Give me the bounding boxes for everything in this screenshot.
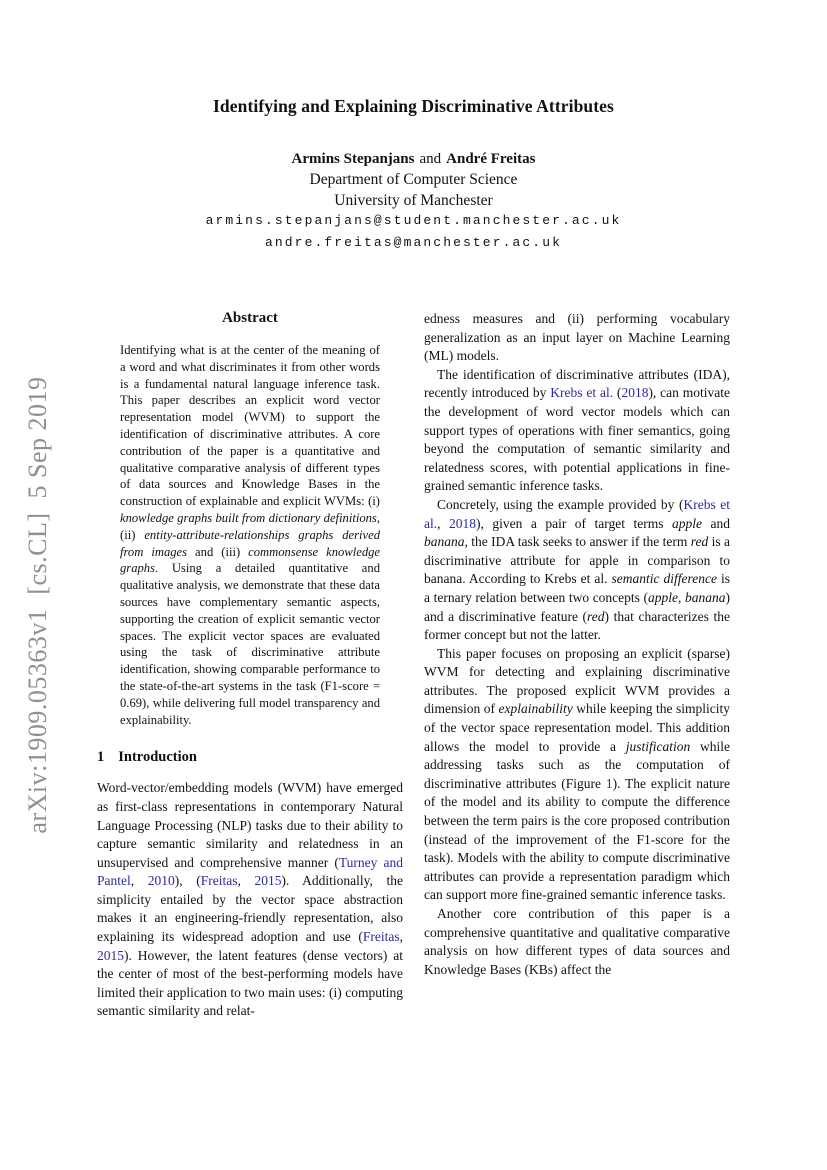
italic-term: explainability [498, 701, 573, 717]
text-run: while addressing tasks such as the computation of discriminative attributes (Figure [424, 738, 730, 791]
text-run: is a ternary relation between two concepts ( [424, 571, 730, 605]
email-author-1: armins.stepanjans@student.manchester.ac.uk [205, 213, 622, 228]
italic-term: banana [424, 534, 465, 550]
text-run: , the IDA task seeks to answer if the term [464, 534, 691, 550]
text-run: Another core contribution of this paper is a comprehensive quantitative and qualitative comparative analysis on how different types of data sources and Knowledge Bases (KBs) affect the [424, 906, 730, 977]
text-run: , [130, 873, 148, 889]
author-name-2: André Freitas [446, 151, 536, 167]
citation-link[interactable]: Freitas [362, 929, 400, 945]
italic-term: banana [685, 589, 726, 605]
text-run: ), can motivate the development of word vector models which can support types of operations with finer semantics, going beyond the computation of semantic similarity and relatedness scores, with potential applications in fine-grained semantic inference tasks. [424, 385, 730, 494]
email-author-2: andre.freitas@manchester.ac.uk [264, 235, 563, 250]
text-run: ), ( [174, 873, 201, 889]
paper-header [0, 96, 827, 254]
italic-term: entity-attribute-relationships graphs derived from images [120, 527, 380, 559]
affiliation-department: Department of Computer Science [309, 171, 518, 188]
italic-term: knowledge graphs built from dictionary definitions [120, 510, 377, 525]
text-run: , [437, 515, 449, 531]
citation-link[interactable]: Turney and Pantel [97, 854, 403, 889]
body-paragraph [424, 905, 730, 979]
text-run: , [399, 929, 403, 945]
text-run: ), given a pair of target terms [476, 515, 673, 531]
text-run: Concretely, using the example provided by ( [437, 496, 684, 512]
citation-link[interactable]: Krebs et al. [550, 385, 614, 401]
text-run: ( [613, 385, 622, 401]
citation-link[interactable]: 2010 [147, 873, 175, 889]
citation-link[interactable]: Freitas [200, 873, 238, 889]
text-run: ). However, the latent features (dense vectors) at the center of most of the best-performing models have limited their application to two main uses: (i) computing semantic similarity and relat- [97, 947, 403, 1019]
text-run: is a discriminative attribute for apple in comparison to banana. According to Krebs et al. [424, 534, 730, 587]
citation-link[interactable]: 1 [605, 775, 613, 791]
two-column-body [97, 310, 730, 1021]
left-column [97, 310, 403, 1021]
intro-paragraph-1 [97, 779, 403, 1021]
text-run: ) and a discriminative feature ( [424, 589, 731, 624]
author-name-1: Armins Stepanjans [291, 151, 415, 167]
italic-term: apple [672, 515, 703, 531]
arxiv-watermark: arXiv:1909.05363v1 [cs.CL] 5 Sep 2019 [23, 376, 52, 834]
right-column [424, 310, 730, 1021]
paper-title: Identifying and Explaining Discriminative Attributes [213, 96, 614, 116]
text-run: ) that characterizes the former concept but not the latter. [424, 608, 730, 643]
text-run: and [702, 515, 730, 531]
citation-link[interactable]: Krebs et al. [424, 496, 730, 531]
italic-term: semantic difference [611, 571, 717, 587]
text-run: This paper focuses on proposing an explicit (sparse) WVM for detecting and explaining discriminative attributes. The proposed explicit WVM provides a dimension of [424, 645, 730, 717]
body-paragraph [424, 366, 730, 496]
affiliation-university: University of Manchester [334, 192, 493, 209]
citation-link[interactable]: 2018 [449, 515, 476, 531]
text-run: and (iii) [187, 544, 249, 559]
section-1-heading [97, 749, 403, 766]
citation-link[interactable]: 2015 [97, 947, 124, 963]
abstract-section [97, 310, 403, 728]
text-run: ). The explicit nature of the model and its ability to compute the difference between the term pairs is the core proposed contribution (instead of the improvement of the F1-score for the task). Models with the ability to compute discriminative attributes can provide a representation paradigm which can support more fine-grained semantic inference tasks. [424, 775, 730, 903]
italic-term: commonsense knowledge graphs [120, 544, 380, 576]
author-separator: and [419, 151, 442, 167]
citation-link[interactable]: 2015 [254, 873, 282, 889]
body-paragraph [424, 645, 730, 905]
section-number: 1 [97, 749, 105, 766]
italic-term: red [690, 534, 709, 550]
body-paragraph [424, 496, 730, 645]
text-run: ). Additionally, the simplicity entailed by the vector space abstraction makes it an engineering-friendly representation, also explaining its widespread adoption and use ( [97, 873, 403, 945]
authors-line [0, 151, 827, 168]
abstract-heading: Abstract [222, 310, 278, 326]
italic-term: red [587, 608, 605, 624]
body-paragraph [424, 310, 730, 366]
text-run: Identifying what is at the center of the meaning of a word and what discriminates it from other words is a fundamental natural language inference task. This paper describes an explicit word vector representation model (WVM) to support the identification of discriminative attributes. A core contribution of the paper is a quantitative and qualitative comparative analysis of different types of data sources and Knowledge Bases in the construction of explainable and explicit WVMs: (i) [120, 343, 380, 509]
text-run: . Using a detailed quantitative and qualitative analysis, we demonstrate that these data sources have complementary semantic aspects, supporting the creation of explicit semantic vector spaces. The explicit vector spaces are evaluated using the task of discriminative attribute identification, showing comparable performance to the state-of-the-art systems in the task (F1-score = 0.69), while delivering full model transparency and explainability. [120, 561, 380, 727]
text-run: , [678, 589, 686, 605]
text-run: , [237, 873, 255, 889]
text-run: The identification of discriminative attributes (IDA), recently introduced by [424, 366, 730, 401]
text-run: , (ii) [120, 510, 380, 542]
italic-term: apple [648, 589, 679, 605]
text-run: Word-vector/embedding models (WVM) have emerged as first-class representations in contemporary Natural Language Processing (NLP) tasks due to their ability to capture semantic similarity and relatedness in an unsupervised and comprehensive manner ( [97, 780, 403, 870]
section-title: Introduction [118, 749, 197, 766]
text-run: edness measures and (ii) performing vocabulary generalization as an input layer on Machine Learning (ML) models. [424, 311, 730, 364]
italic-term: justification [625, 738, 691, 754]
text-run: while keeping the simplicity of the vector space representation model. This addition allows the model to provide a [424, 701, 730, 754]
citation-link[interactable]: 2018 [621, 385, 649, 401]
abstract-paragraph [120, 342, 380, 728]
